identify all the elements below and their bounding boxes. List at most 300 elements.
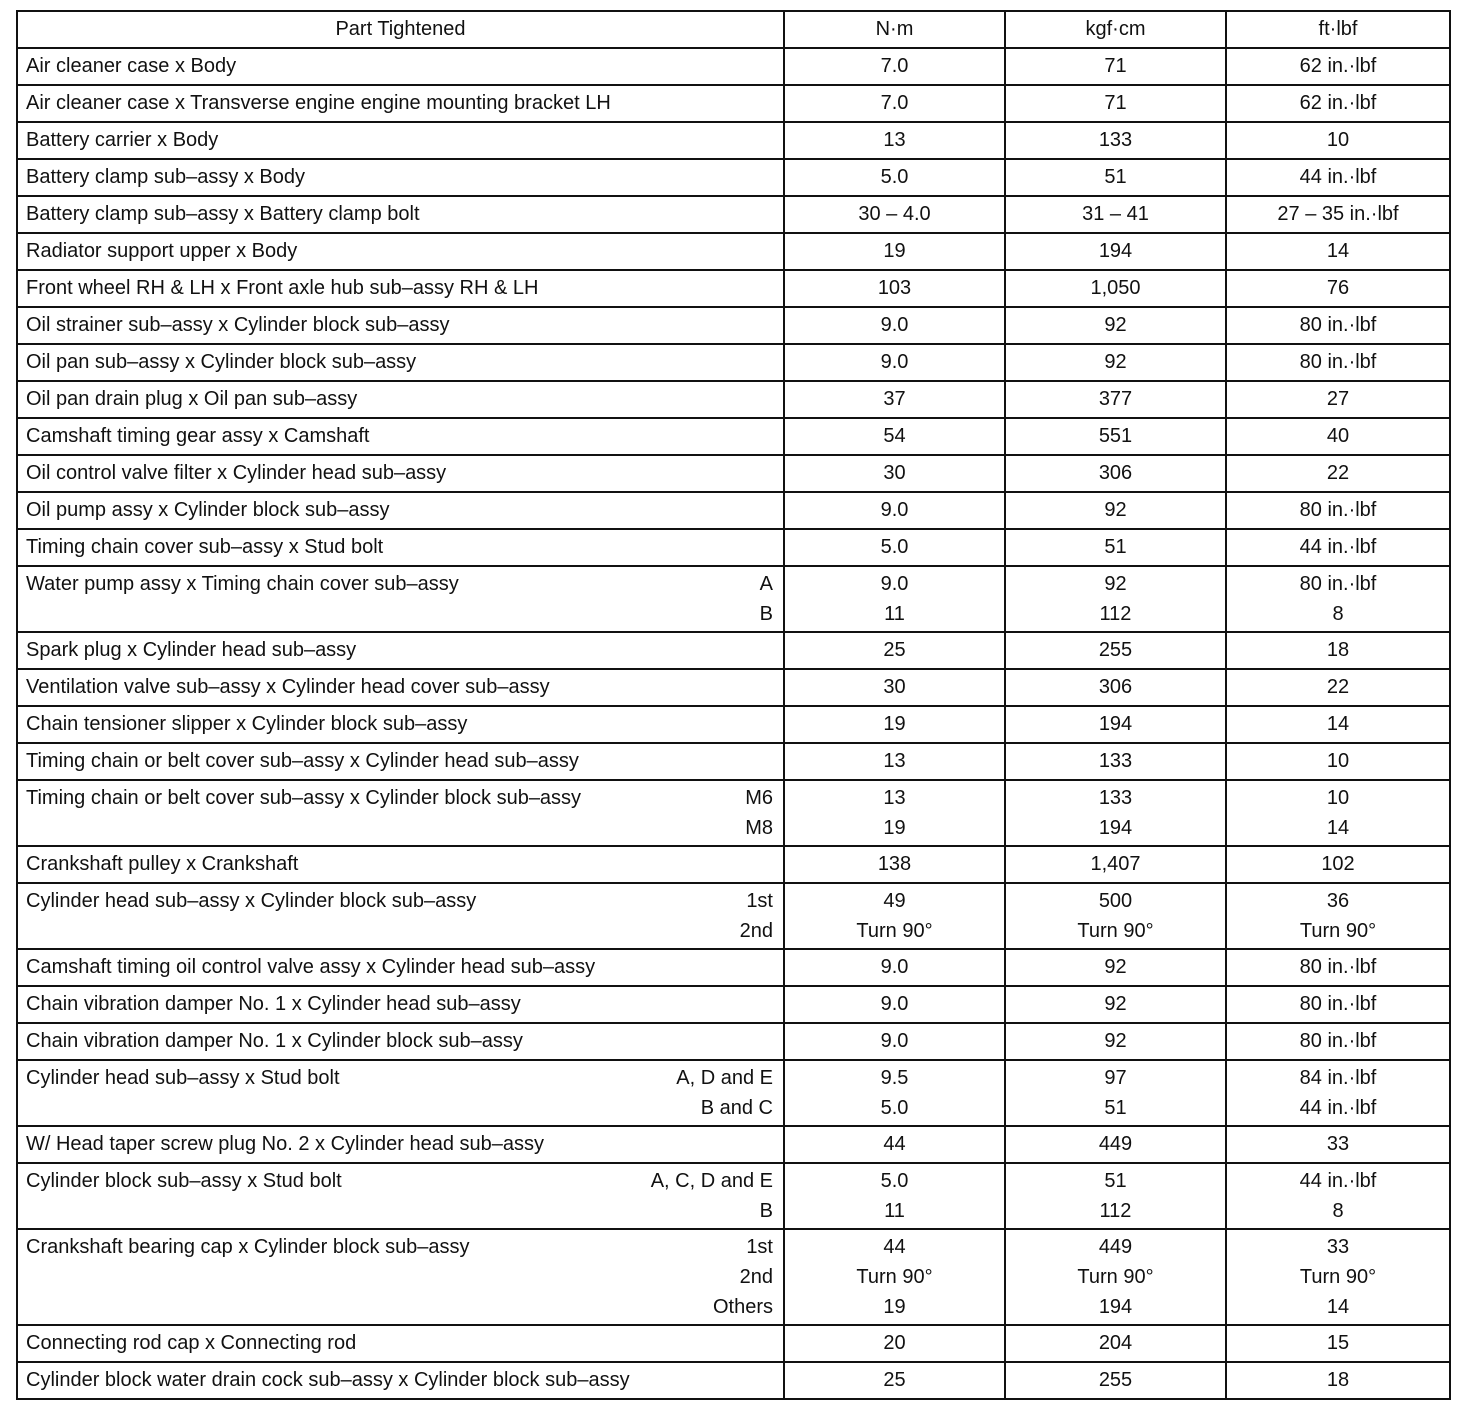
header-nm: N·m bbox=[784, 11, 1005, 48]
sub-label: A bbox=[759, 573, 773, 595]
ftlbf-cell bbox=[1226, 270, 1450, 307]
table-row bbox=[17, 632, 1450, 669]
value: 51 bbox=[1104, 536, 1127, 558]
table-row bbox=[17, 706, 1450, 743]
value: 51 bbox=[1104, 1097, 1127, 1119]
nm-cell bbox=[784, 529, 1005, 566]
value: 31 – 41 bbox=[1082, 203, 1149, 225]
value: 30 bbox=[883, 462, 906, 484]
value: 22 bbox=[1326, 676, 1350, 698]
kgfcm-cell bbox=[1005, 418, 1226, 455]
value: 11 bbox=[884, 603, 905, 625]
ftlbf-cell bbox=[1226, 706, 1450, 743]
part-name: Cylinder block sub–assy x Stud bolt bbox=[26, 1170, 342, 1192]
table-body bbox=[17, 48, 1450, 1399]
table-row bbox=[17, 270, 1450, 307]
value: 62 in.·lbf bbox=[1299, 92, 1377, 114]
table-row bbox=[17, 846, 1450, 883]
kgfcm-cell bbox=[1005, 270, 1226, 307]
kgfcm-cell bbox=[1005, 949, 1226, 986]
table-row bbox=[17, 48, 1450, 85]
value: 92 bbox=[1104, 993, 1127, 1015]
value: 44 in.·lbf bbox=[1299, 536, 1377, 558]
value: 14 bbox=[1326, 817, 1350, 839]
part-cell bbox=[17, 1126, 784, 1163]
kgfcm-cell bbox=[1005, 1163, 1226, 1229]
part-name: Timing chain cover sub–assy x Stud bolt bbox=[26, 536, 384, 558]
part-name: Battery carrier x Body bbox=[26, 129, 219, 151]
table-row bbox=[17, 418, 1450, 455]
value: 102 bbox=[1321, 853, 1355, 875]
value: 551 bbox=[1098, 425, 1133, 447]
ftlbf-cell bbox=[1226, 381, 1450, 418]
part-cell bbox=[17, 48, 784, 85]
table-row bbox=[17, 492, 1450, 529]
value: 18 bbox=[1326, 639, 1350, 661]
value: 27 bbox=[1326, 388, 1350, 410]
value: 103 bbox=[877, 277, 912, 299]
value: 44 bbox=[883, 1133, 906, 1155]
torque-spec-table bbox=[16, 10, 1451, 1400]
ftlbf-cell bbox=[1226, 632, 1450, 669]
table-row bbox=[17, 381, 1450, 418]
value: 84 in.·lbf bbox=[1299, 1067, 1377, 1089]
table-row bbox=[17, 986, 1450, 1023]
kgfcm-cell bbox=[1005, 1023, 1226, 1060]
part-cell bbox=[17, 949, 784, 986]
value: 9.0 bbox=[880, 573, 909, 595]
part-cell bbox=[17, 159, 784, 196]
ftlbf-cell bbox=[1226, 1060, 1450, 1126]
value: 194 bbox=[1098, 817, 1133, 839]
part-name: Oil pan sub–assy x Cylinder block sub–assy bbox=[26, 351, 417, 373]
value: 14 bbox=[1326, 240, 1350, 262]
value: 9.0 bbox=[880, 314, 909, 336]
part-cell bbox=[17, 1325, 784, 1362]
part-cell bbox=[17, 986, 784, 1023]
part-cell bbox=[17, 1163, 784, 1229]
value: Turn 90° bbox=[1299, 1266, 1377, 1288]
value: 112 bbox=[1099, 1200, 1132, 1222]
part-cell bbox=[17, 632, 784, 669]
table-row bbox=[17, 1023, 1450, 1060]
ftlbf-cell bbox=[1226, 1229, 1450, 1325]
part-name: W/ Head taper screw plug No. 2 x Cylinder head sub–assy bbox=[26, 1133, 545, 1155]
kgfcm-cell bbox=[1005, 196, 1226, 233]
kgfcm-cell bbox=[1005, 780, 1226, 846]
value: 40 bbox=[1326, 425, 1350, 447]
nm-cell bbox=[784, 1163, 1005, 1229]
value: 54 bbox=[883, 425, 906, 447]
value: 36 bbox=[1326, 890, 1350, 912]
value: 44 in.·lbf bbox=[1299, 166, 1377, 188]
nm-cell bbox=[784, 122, 1005, 159]
table-row bbox=[17, 743, 1450, 780]
part-name: Oil control valve filter x Cylinder head sub–assy bbox=[26, 462, 447, 484]
nm-cell bbox=[784, 492, 1005, 529]
value: 92 bbox=[1104, 573, 1127, 595]
table-row bbox=[17, 669, 1450, 706]
ftlbf-cell bbox=[1226, 780, 1450, 846]
value: 19 bbox=[883, 713, 906, 735]
kgfcm-cell bbox=[1005, 669, 1226, 706]
value: 194 bbox=[1098, 1296, 1133, 1318]
value: 14 bbox=[1326, 1296, 1350, 1318]
part-cell bbox=[17, 85, 784, 122]
nm-cell bbox=[784, 1126, 1005, 1163]
value: 80 in.·lbf bbox=[1299, 956, 1377, 978]
ftlbf-cell bbox=[1226, 846, 1450, 883]
ftlbf-cell bbox=[1226, 492, 1450, 529]
sub-label: 2nd bbox=[739, 1266, 773, 1288]
value: 80 in.·lbf bbox=[1299, 993, 1377, 1015]
table-row bbox=[17, 1229, 1450, 1325]
sub-label: 1st bbox=[746, 1236, 773, 1258]
part-cell bbox=[17, 669, 784, 706]
part-sub-labels bbox=[713, 1232, 773, 1322]
value: 13 bbox=[883, 787, 906, 809]
part-cell bbox=[17, 883, 784, 949]
value: 62 in.·lbf bbox=[1299, 55, 1377, 77]
kgfcm-cell bbox=[1005, 529, 1226, 566]
kgfcm-cell bbox=[1005, 706, 1226, 743]
ftlbf-cell bbox=[1226, 1126, 1450, 1163]
nm-cell bbox=[784, 566, 1005, 632]
ftlbf-cell bbox=[1226, 986, 1450, 1023]
value: 133 bbox=[1098, 750, 1133, 772]
nm-cell bbox=[784, 780, 1005, 846]
value: 500 bbox=[1098, 890, 1133, 912]
value: 10 bbox=[1326, 787, 1350, 809]
kgfcm-cell bbox=[1005, 883, 1226, 949]
value: 97 bbox=[1104, 1067, 1127, 1089]
nm-cell bbox=[784, 344, 1005, 381]
nm-cell bbox=[784, 159, 1005, 196]
value: 1,050 bbox=[1090, 277, 1141, 299]
value: 306 bbox=[1098, 462, 1133, 484]
value: 80 in.·lbf bbox=[1299, 499, 1377, 521]
header-part: Part Tightened bbox=[17, 11, 784, 48]
part-cell bbox=[17, 846, 784, 883]
nm-cell bbox=[784, 270, 1005, 307]
ftlbf-cell bbox=[1226, 122, 1450, 159]
part-name: Camshaft timing gear assy x Camshaft bbox=[26, 425, 370, 447]
value: 19 bbox=[883, 817, 906, 839]
sub-label: M6 bbox=[745, 787, 773, 809]
part-name: Spark plug x Cylinder head sub–assy bbox=[26, 639, 357, 661]
nm-cell bbox=[784, 1060, 1005, 1126]
sub-label: A, C, D and E bbox=[650, 1170, 773, 1192]
part-name: Air cleaner case x Body bbox=[26, 55, 237, 77]
kgfcm-cell bbox=[1005, 455, 1226, 492]
part-name: Cylinder head sub–assy x Cylinder block sub–assy bbox=[26, 890, 477, 912]
part-cell bbox=[17, 706, 784, 743]
part-cell bbox=[17, 418, 784, 455]
nm-cell bbox=[784, 706, 1005, 743]
nm-cell bbox=[784, 883, 1005, 949]
value: 22 bbox=[1326, 462, 1350, 484]
kgfcm-cell bbox=[1005, 1126, 1226, 1163]
kgfcm-cell bbox=[1005, 632, 1226, 669]
table-row bbox=[17, 233, 1450, 270]
value: 5.0 bbox=[880, 1170, 909, 1192]
value: 5.0 bbox=[880, 1097, 909, 1119]
value: 51 bbox=[1104, 1170, 1127, 1192]
kgfcm-cell bbox=[1005, 159, 1226, 196]
part-name: Chain vibration damper No. 1 x Cylinder head sub–assy bbox=[26, 993, 521, 1015]
part-name: Chain tensioner slipper x Cylinder block sub–assy bbox=[26, 713, 468, 735]
part-cell bbox=[17, 196, 784, 233]
kgfcm-cell bbox=[1005, 122, 1226, 159]
part-cell bbox=[17, 270, 784, 307]
value: 377 bbox=[1098, 388, 1133, 410]
value: 9.0 bbox=[880, 1030, 909, 1052]
value: 51 bbox=[1104, 166, 1127, 188]
nm-cell bbox=[784, 196, 1005, 233]
sub-label: B bbox=[759, 1200, 773, 1222]
value: 80 in.·lbf bbox=[1299, 1030, 1377, 1052]
value: 13 bbox=[883, 129, 906, 151]
value: 44 bbox=[883, 1236, 906, 1258]
part-name: Cylinder block water drain cock sub–assy x Cylinder block sub–assy bbox=[26, 1369, 630, 1391]
value: 15 bbox=[1326, 1332, 1350, 1354]
nm-cell bbox=[784, 1023, 1005, 1060]
part-name: Crankshaft pulley x Crankshaft bbox=[26, 853, 299, 875]
nm-cell bbox=[784, 1229, 1005, 1325]
nm-cell bbox=[784, 1362, 1005, 1399]
value: 8 bbox=[1332, 1200, 1344, 1222]
part-cell bbox=[17, 233, 784, 270]
value: Turn 90° bbox=[1077, 1266, 1154, 1288]
ftlbf-cell bbox=[1226, 949, 1450, 986]
table-row bbox=[17, 196, 1450, 233]
kgfcm-cell bbox=[1005, 381, 1226, 418]
value: 20 bbox=[883, 1332, 906, 1354]
part-cell bbox=[17, 455, 784, 492]
sub-label: A, D and E bbox=[676, 1067, 773, 1089]
value: 33 bbox=[1326, 1236, 1350, 1258]
value: Turn 90° bbox=[856, 920, 933, 942]
part-sub-labels bbox=[760, 569, 773, 629]
value: 7.0 bbox=[880, 55, 909, 77]
value: Turn 90° bbox=[1299, 920, 1377, 942]
value: 9.0 bbox=[880, 993, 909, 1015]
value: 8 bbox=[1332, 603, 1344, 625]
nm-cell bbox=[784, 632, 1005, 669]
value: 11 bbox=[884, 1200, 905, 1222]
value: Turn 90° bbox=[1077, 920, 1154, 942]
part-name: Connecting rod cap x Connecting rod bbox=[26, 1332, 357, 1354]
value: 5.0 bbox=[880, 536, 909, 558]
header-ftlbf: ft·lbf bbox=[1226, 11, 1450, 48]
kgfcm-cell bbox=[1005, 743, 1226, 780]
value: 92 bbox=[1104, 499, 1127, 521]
part-name: Crankshaft bearing cap x Cylinder block sub–assy bbox=[26, 1236, 470, 1258]
kgfcm-cell bbox=[1005, 233, 1226, 270]
sub-label: 1st bbox=[746, 890, 773, 912]
part-sub-labels bbox=[676, 1063, 773, 1123]
part-name: Camshaft timing oil control valve assy x Cylinder head sub–assy bbox=[26, 956, 596, 978]
table-row bbox=[17, 949, 1450, 986]
ftlbf-cell bbox=[1226, 669, 1450, 706]
value: 9.0 bbox=[880, 499, 909, 521]
table-row bbox=[17, 780, 1450, 846]
part-name: Timing chain or belt cover sub–assy x Cylinder block sub–assy bbox=[26, 787, 582, 809]
nm-cell bbox=[784, 949, 1005, 986]
part-cell bbox=[17, 780, 784, 846]
sub-label: B and C bbox=[700, 1097, 773, 1119]
sub-label: Others bbox=[712, 1296, 773, 1318]
part-cell bbox=[17, 529, 784, 566]
kgfcm-cell bbox=[1005, 566, 1226, 632]
part-name: Water pump assy x Timing chain cover sub–assy bbox=[26, 573, 459, 595]
value: 49 bbox=[883, 890, 906, 912]
part-cell bbox=[17, 307, 784, 344]
value: 133 bbox=[1098, 129, 1133, 151]
value: 19 bbox=[883, 240, 906, 262]
part-name: Air cleaner case x Transverse engine engine mounting bracket LH bbox=[26, 92, 611, 114]
value: 14 bbox=[1326, 713, 1350, 735]
value: 9.0 bbox=[880, 956, 909, 978]
part-name: Battery clamp sub–assy x Battery clamp bolt bbox=[26, 203, 420, 225]
ftlbf-cell bbox=[1226, 455, 1450, 492]
kgfcm-cell bbox=[1005, 1060, 1226, 1126]
part-cell bbox=[17, 492, 784, 529]
table-row bbox=[17, 883, 1450, 949]
table-row bbox=[17, 122, 1450, 159]
table-row bbox=[17, 529, 1450, 566]
nm-cell bbox=[784, 986, 1005, 1023]
part-sub-labels bbox=[651, 1166, 773, 1226]
nm-cell bbox=[784, 846, 1005, 883]
table-row bbox=[17, 1060, 1450, 1126]
nm-cell bbox=[784, 418, 1005, 455]
kgfcm-cell bbox=[1005, 307, 1226, 344]
part-name: Battery clamp sub–assy x Body bbox=[26, 166, 306, 188]
sub-label: 2nd bbox=[739, 920, 773, 942]
ftlbf-cell bbox=[1226, 159, 1450, 196]
part-name: Oil pump assy x Cylinder block sub–assy bbox=[26, 499, 390, 521]
table-row bbox=[17, 1163, 1450, 1229]
value: 19 bbox=[883, 1296, 906, 1318]
nm-cell bbox=[784, 233, 1005, 270]
part-name: Timing chain or belt cover sub–assy x Cylinder head sub–assy bbox=[26, 750, 579, 772]
value: 5.0 bbox=[880, 166, 909, 188]
value: 76 bbox=[1326, 277, 1350, 299]
value: 194 bbox=[1098, 713, 1133, 735]
value: 80 in.·lbf bbox=[1299, 573, 1377, 595]
kgfcm-cell bbox=[1005, 1325, 1226, 1362]
kgfcm-cell bbox=[1005, 846, 1226, 883]
value: 27 – 35 in.·lbf bbox=[1277, 203, 1399, 225]
part-cell bbox=[17, 1023, 784, 1060]
value: Turn 90° bbox=[856, 1266, 933, 1288]
sub-label: B bbox=[759, 603, 773, 625]
part-name: Cylinder head sub–assy x Stud bolt bbox=[26, 1067, 340, 1089]
part-cell bbox=[17, 566, 784, 632]
value: 13 bbox=[883, 750, 906, 772]
part-name: Ventilation valve sub–assy x Cylinder head cover sub–assy bbox=[26, 676, 550, 698]
ftlbf-cell bbox=[1226, 48, 1450, 85]
kgfcm-cell bbox=[1005, 48, 1226, 85]
nm-cell bbox=[784, 669, 1005, 706]
value: 138 bbox=[877, 853, 912, 875]
part-sub-labels bbox=[745, 783, 773, 843]
kgfcm-cell bbox=[1005, 344, 1226, 381]
ftlbf-cell bbox=[1226, 743, 1450, 780]
value: 255 bbox=[1098, 639, 1133, 661]
part-cell bbox=[17, 381, 784, 418]
value: 80 in.·lbf bbox=[1299, 351, 1377, 373]
nm-cell bbox=[784, 381, 1005, 418]
value: 92 bbox=[1104, 956, 1127, 978]
nm-cell bbox=[784, 1325, 1005, 1362]
sub-label: M8 bbox=[745, 817, 773, 839]
table-row bbox=[17, 159, 1450, 196]
part-cell bbox=[17, 743, 784, 780]
value: 204 bbox=[1098, 1332, 1133, 1354]
part-name: Oil strainer sub–assy x Cylinder block sub–assy bbox=[26, 314, 450, 336]
ftlbf-cell bbox=[1226, 1023, 1450, 1060]
table-row bbox=[17, 85, 1450, 122]
value: 255 bbox=[1098, 1369, 1133, 1391]
value: 1,407 bbox=[1090, 853, 1141, 875]
value: 449 bbox=[1098, 1236, 1133, 1258]
part-name: Chain vibration damper No. 1 x Cylinder block sub–assy bbox=[26, 1030, 523, 1052]
ftlbf-cell bbox=[1226, 566, 1450, 632]
part-name: Radiator support upper x Body bbox=[26, 240, 298, 262]
value: 449 bbox=[1098, 1133, 1133, 1155]
value: 306 bbox=[1098, 676, 1133, 698]
ftlbf-cell bbox=[1226, 196, 1450, 233]
value: 25 bbox=[883, 639, 906, 661]
ftlbf-cell bbox=[1226, 418, 1450, 455]
header-row bbox=[17, 11, 1450, 48]
value: 44 in.·lbf bbox=[1299, 1097, 1377, 1119]
nm-cell bbox=[784, 307, 1005, 344]
part-cell bbox=[17, 122, 784, 159]
value: 92 bbox=[1104, 1030, 1127, 1052]
value: 92 bbox=[1104, 314, 1127, 336]
ftlbf-cell bbox=[1226, 344, 1450, 381]
table-row bbox=[17, 307, 1450, 344]
ftlbf-cell bbox=[1226, 1362, 1450, 1399]
value: 7.0 bbox=[880, 92, 909, 114]
header-kgfcm: kgf·cm bbox=[1005, 11, 1226, 48]
value: 18 bbox=[1326, 1369, 1350, 1391]
value: 133 bbox=[1098, 787, 1133, 809]
value: 10 bbox=[1326, 750, 1350, 772]
kgfcm-cell bbox=[1005, 1229, 1226, 1325]
ftlbf-cell bbox=[1226, 1163, 1450, 1229]
kgfcm-cell bbox=[1005, 1362, 1226, 1399]
table-row bbox=[17, 1362, 1450, 1399]
part-sub-labels bbox=[740, 886, 773, 946]
ftlbf-cell bbox=[1226, 883, 1450, 949]
value: 112 bbox=[1099, 603, 1132, 625]
nm-cell bbox=[784, 48, 1005, 85]
kgfcm-cell bbox=[1005, 986, 1226, 1023]
value: 9.0 bbox=[880, 351, 909, 373]
part-cell bbox=[17, 1229, 784, 1325]
table-row bbox=[17, 1325, 1450, 1362]
table-row bbox=[17, 1126, 1450, 1163]
value: 37 bbox=[883, 388, 906, 410]
ftlbf-cell bbox=[1226, 529, 1450, 566]
table-row bbox=[17, 566, 1450, 632]
value: 10 bbox=[1326, 129, 1350, 151]
nm-cell bbox=[784, 85, 1005, 122]
